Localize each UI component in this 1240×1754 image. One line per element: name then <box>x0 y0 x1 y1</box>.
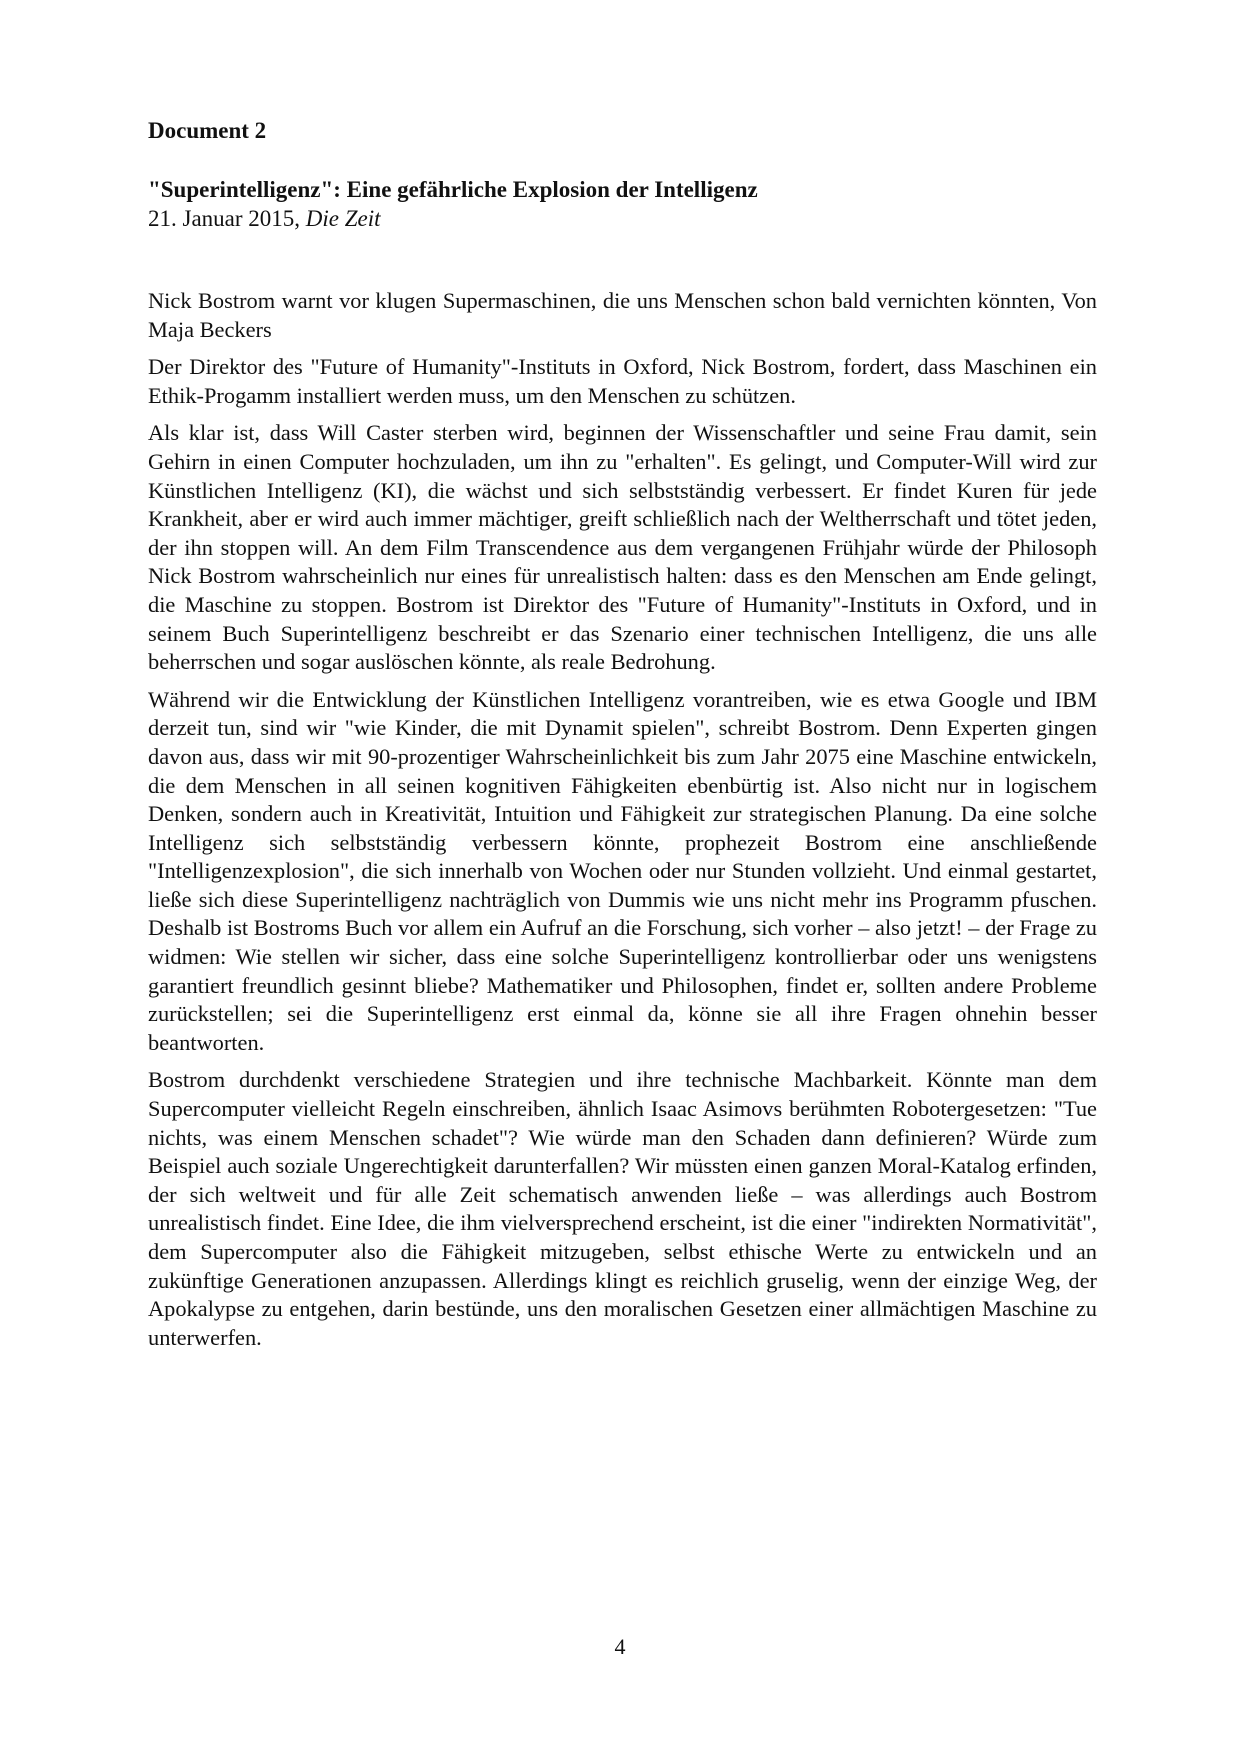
dateline <box>148 206 381 232</box>
article-date: 21. Januar 2015, <box>148 206 301 231</box>
paragraph-transcendence: Als klar ist, dass Will Caster sterben wird, beginnen der Wissenschaftler und seine Frau damit, sein Gehirn in einen Computer hochzuladen, um ihn zu "erhalten". Es gelingt, und Computer-Will wird zur Künstlichen Intelligenz (KI), die wächst und sich selbstständig verbessert. Er findet Kuren für jede Krankheit, aber er wird auch immer mächtiger, greift schließlich nach der Weltherrschaft und tötet jeden, der ihn stoppen will. An dem Film Transcendence aus dem vergangenen Frühjahr würde der Philosoph Nick Bostrom wahrscheinlich nur eines für unrealistisch halten: dass es den Menschen am Ende gelingt, die Maschine zu stoppen. Bostrom ist Direktor des "Future of Humanity"-Instituts in Oxford, und in seinem Buch Superintelligenz beschreibt er das Szenario einer technischen Intelligenz, die uns alle beherrschen und sogar auslöschen könnte, als reale Bedrohung. <box>148 420 1097 675</box>
document-label: Document 2 <box>148 118 267 143</box>
article-title: "Superintelligenz": Eine gefährliche Explosion der Intelligenz <box>148 177 758 202</box>
paragraph-strategies: Bostrom durchdenkt verschiedene Strategien und ihre technische Machbarkeit. Könnte man dem Supercomputer vielleicht Regeln einschreiben, ähnlich Isaac Asimovs berühmten Robotergesetzen: "Tue nichts, was einem Menschen schadet"? Wie würde man den Schaden dann definieren? Würde zum Beispiel auch soziale Ungerechtigkeit darunterfallen? Wir müssten einen ganzen Moral-Katalog erfinden, der sich weltweit und für alle Zeit schematisch anwenden ließe – was allerdings auch Bostrom unrealistisch findet. Eine Idee, die ihm vielversprechend erscheint, ist die einer "indirekten Normativität", dem Supercomputer also die Fähigkeit mitzugeben, selbst ethische Werte zu entwickeln und an zukünftige Generationen anzupassen. Allerdings klingt es reichlich gruselig, wenn der einzige Weg, der Apokalypse zu entgehen, darin bestünde, uns den moralischen Gesetzen einer allmächtigen Maschine zu unterwerfen. <box>148 1067 1097 1350</box>
article-source: Die Zeit <box>305 206 381 231</box>
paragraph-intelligence-explosion: Während wir die Entwicklung der Künstlichen Intelligenz vorantreiben, wie es etwa Google und IBM derzeit tun, sind wir "wie Kinder, die mit Dynamit spielen", schreibt Bostrom. Denn Experten gingen davon aus, dass wir mit 90-prozentiger Wahrscheinlichkeit bis zum Jahr 2075 eine Maschine entwickeln, die dem Menschen in all seinen kognitiven Fähigkeiten ebenbürtig ist. Also nicht nur in logischem Denken, sondern auch in Kreativität, Intuition und Fähigkeit zur strategischen Planung. Da eine solche Intelligenz sich selbstständig verbessern könnte, prophezeit Bostrom eine anschließende "Intelligenzexplosion", die sich innerhalb von Wochen oder nur Stunden vollzieht. Und einmal gestartet, ließe sich diese Superintelligenz nachträglich von Dummis wie uns nicht mehr ins Programm pfuschen. Deshalb ist Bostroms Buch vor allem ein Aufruf an die Forschung, sich vorher – also jetzt! – der Frage zu widmen: Wie stellen wir sicher, dass eine solche Superintelligenz kontrollierbar oder uns wenigstens garantiert freundlich gesinnt bliebe? Mathematiker und Philosophen, findet er, sollten andere Probleme zurückstellen; sei die Superintelligenz erst einmal da, könne sie all ihre Fragen ohnehin besser beantworten. <box>148 686 1097 1055</box>
paragraph-summary: Der Direktor des "Future of Humanity"-Instituts in Oxford, Nick Bostrom, fordert, dass Maschinen ein Ethik-Progamm installiert werden muss, um den Menschen zu schützen. <box>148 354 1097 408</box>
page-number: 4 <box>614 1634 626 1659</box>
article-body <box>148 287 1097 1361</box>
paragraph-lead: Nick Bostrom warnt vor klugen Supermaschinen, die uns Menschen schon bald vernichten könnten, Von Maja Beckers <box>148 288 1097 342</box>
